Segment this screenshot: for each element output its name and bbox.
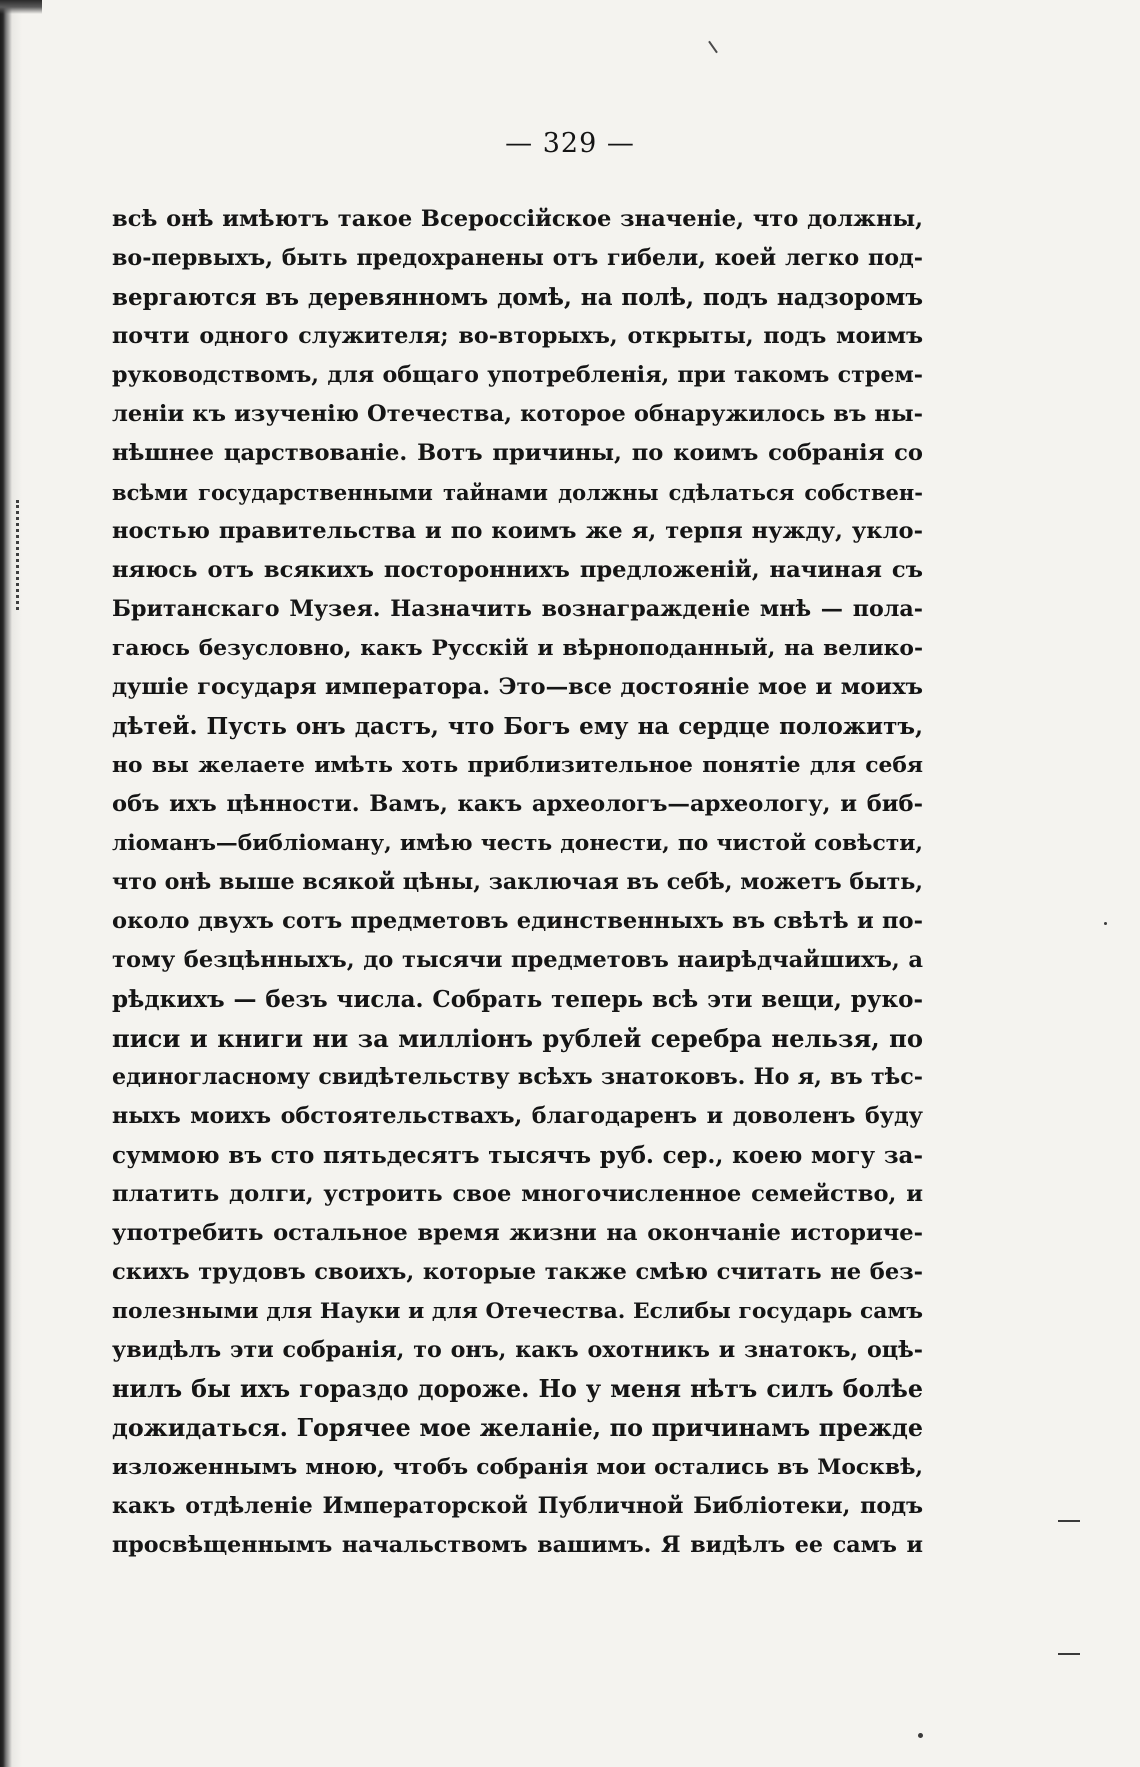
scan-speck (708, 41, 718, 54)
text-line: дожидаться. Горячее мое желаніе, по причинамъ прежде (112, 1414, 923, 1442)
text-line: употребить остальное время жизни на окончаніе историче- (112, 1220, 923, 1246)
text-line: писи и книги ни за милліонъ рублей серебра нельзя, по (112, 1024, 923, 1053)
text-line: просвѣщеннымъ начальствомъ вашимъ. Я видѣлъ ее самъ и (112, 1532, 923, 1558)
text-line: единогласному свидѣтельству всѣхъ знатоковъ. Но я, въ тѣс- (112, 1064, 923, 1090)
text-line: дѣтей. Пусть онъ дастъ, что Богъ ему на сердце положитъ, (112, 713, 923, 740)
page-number: — 329 — (505, 128, 635, 159)
text-line: леніи къ изученію Отечества, которое обнаружилось въ ны- (112, 401, 923, 427)
text-line: платить долги, устроить свое многочисленное семейство, и (112, 1181, 923, 1207)
text-line: душіе государя императора. Это—все достояніе мое и моихъ (112, 674, 923, 700)
text-line: всѣ онѣ имѣютъ такое Всероссійское значеніе, что должны, (112, 206, 923, 232)
margin-marks (16, 500, 27, 610)
margin-dash (1058, 1520, 1080, 1522)
text-line: скихъ трудовъ своихъ, которые также смѣю считать не без- (112, 1259, 923, 1285)
text-line: изложеннымъ мною, чтобъ собранія мои остались въ Москвѣ, (112, 1455, 923, 1480)
margin-dash (1058, 1653, 1080, 1655)
text-line: руководствомъ, для общаго употребленія, при такомъ стрем- (112, 362, 923, 388)
text-line: нѣшнее царствованіе. Вотъ причины, по коимъ собранія со (112, 440, 923, 466)
text-line: рѣдкихъ — безъ числа. Собрать теперь всѣ эти вещи, руко- (112, 986, 923, 1013)
text-line: около двухъ сотъ предметовъ единственныхъ въ свѣтѣ и по- (112, 908, 923, 934)
text-line: гаюсь безусловно, какъ Русскій и вѣрноподанный, на велико- (112, 636, 923, 661)
text-line: что онѣ выше всякой цѣны, заключая въ себѣ, можетъ быть, (112, 869, 923, 895)
text-line: Британскаго Музея. Назначить вознагражденіе мнѣ — пола- (112, 596, 923, 622)
text-line: тому безцѣнныхъ, до тысячи предметовъ наирѣдчайшихъ, а (112, 947, 923, 973)
body-text (112, 200, 923, 1565)
page-corner-shadow (0, 0, 42, 14)
scan-speck (1104, 922, 1107, 925)
text-line: почти одного служителя; во-вторыхъ, открыты, подъ моимъ (112, 323, 923, 349)
text-line: няюсь отъ всякихъ постороннихъ предложеній, начиная съ (112, 557, 923, 583)
text-line: полезными для Науки и для Отечества. Еслибы государь самъ (112, 1299, 923, 1324)
page-binding-edge (0, 0, 22, 1767)
text-line: ностью правительства и по коимъ же я, терпя нужду, укло- (112, 518, 923, 544)
text-line: какъ отдѣленіе Императорской Публичной Библіотеки, подъ (112, 1493, 923, 1519)
text-line: объ ихъ цѣнности. Вамъ, какъ археологъ—археологу, и биб- (112, 791, 923, 817)
text-line: но вы желаете имѣть хоть приблизительное понятіе для себя (112, 753, 923, 778)
text-line: во-первыхъ, быть предохранены отъ гибели, коей легко под- (112, 245, 923, 271)
text-line: вергаются въ деревянномъ домѣ, на полѣ, подъ надзоромъ (112, 284, 923, 311)
text-line: суммою въ сто пятьдесятъ тысячъ руб. сер., коею могу за- (112, 1142, 923, 1169)
text-line: увидѣлъ эти собранія, то онъ, какъ охотникъ и знатокъ, оцѣ- (112, 1337, 923, 1363)
text-line: всѣми государственными тайнами должны сдѣлаться собствен- (112, 480, 923, 505)
scan-speck (918, 1733, 923, 1738)
text-line: ныхъ моихъ обстоятельствахъ, благодаренъ и доволенъ буду (112, 1103, 923, 1129)
text-line: нилъ бы ихъ гораздо дороже. Но у меня нѣтъ силъ болѣе (112, 1375, 923, 1403)
text-line: ліоманъ—библіоману, имѣю честь донести, по чистой совѣсти, (112, 831, 923, 856)
